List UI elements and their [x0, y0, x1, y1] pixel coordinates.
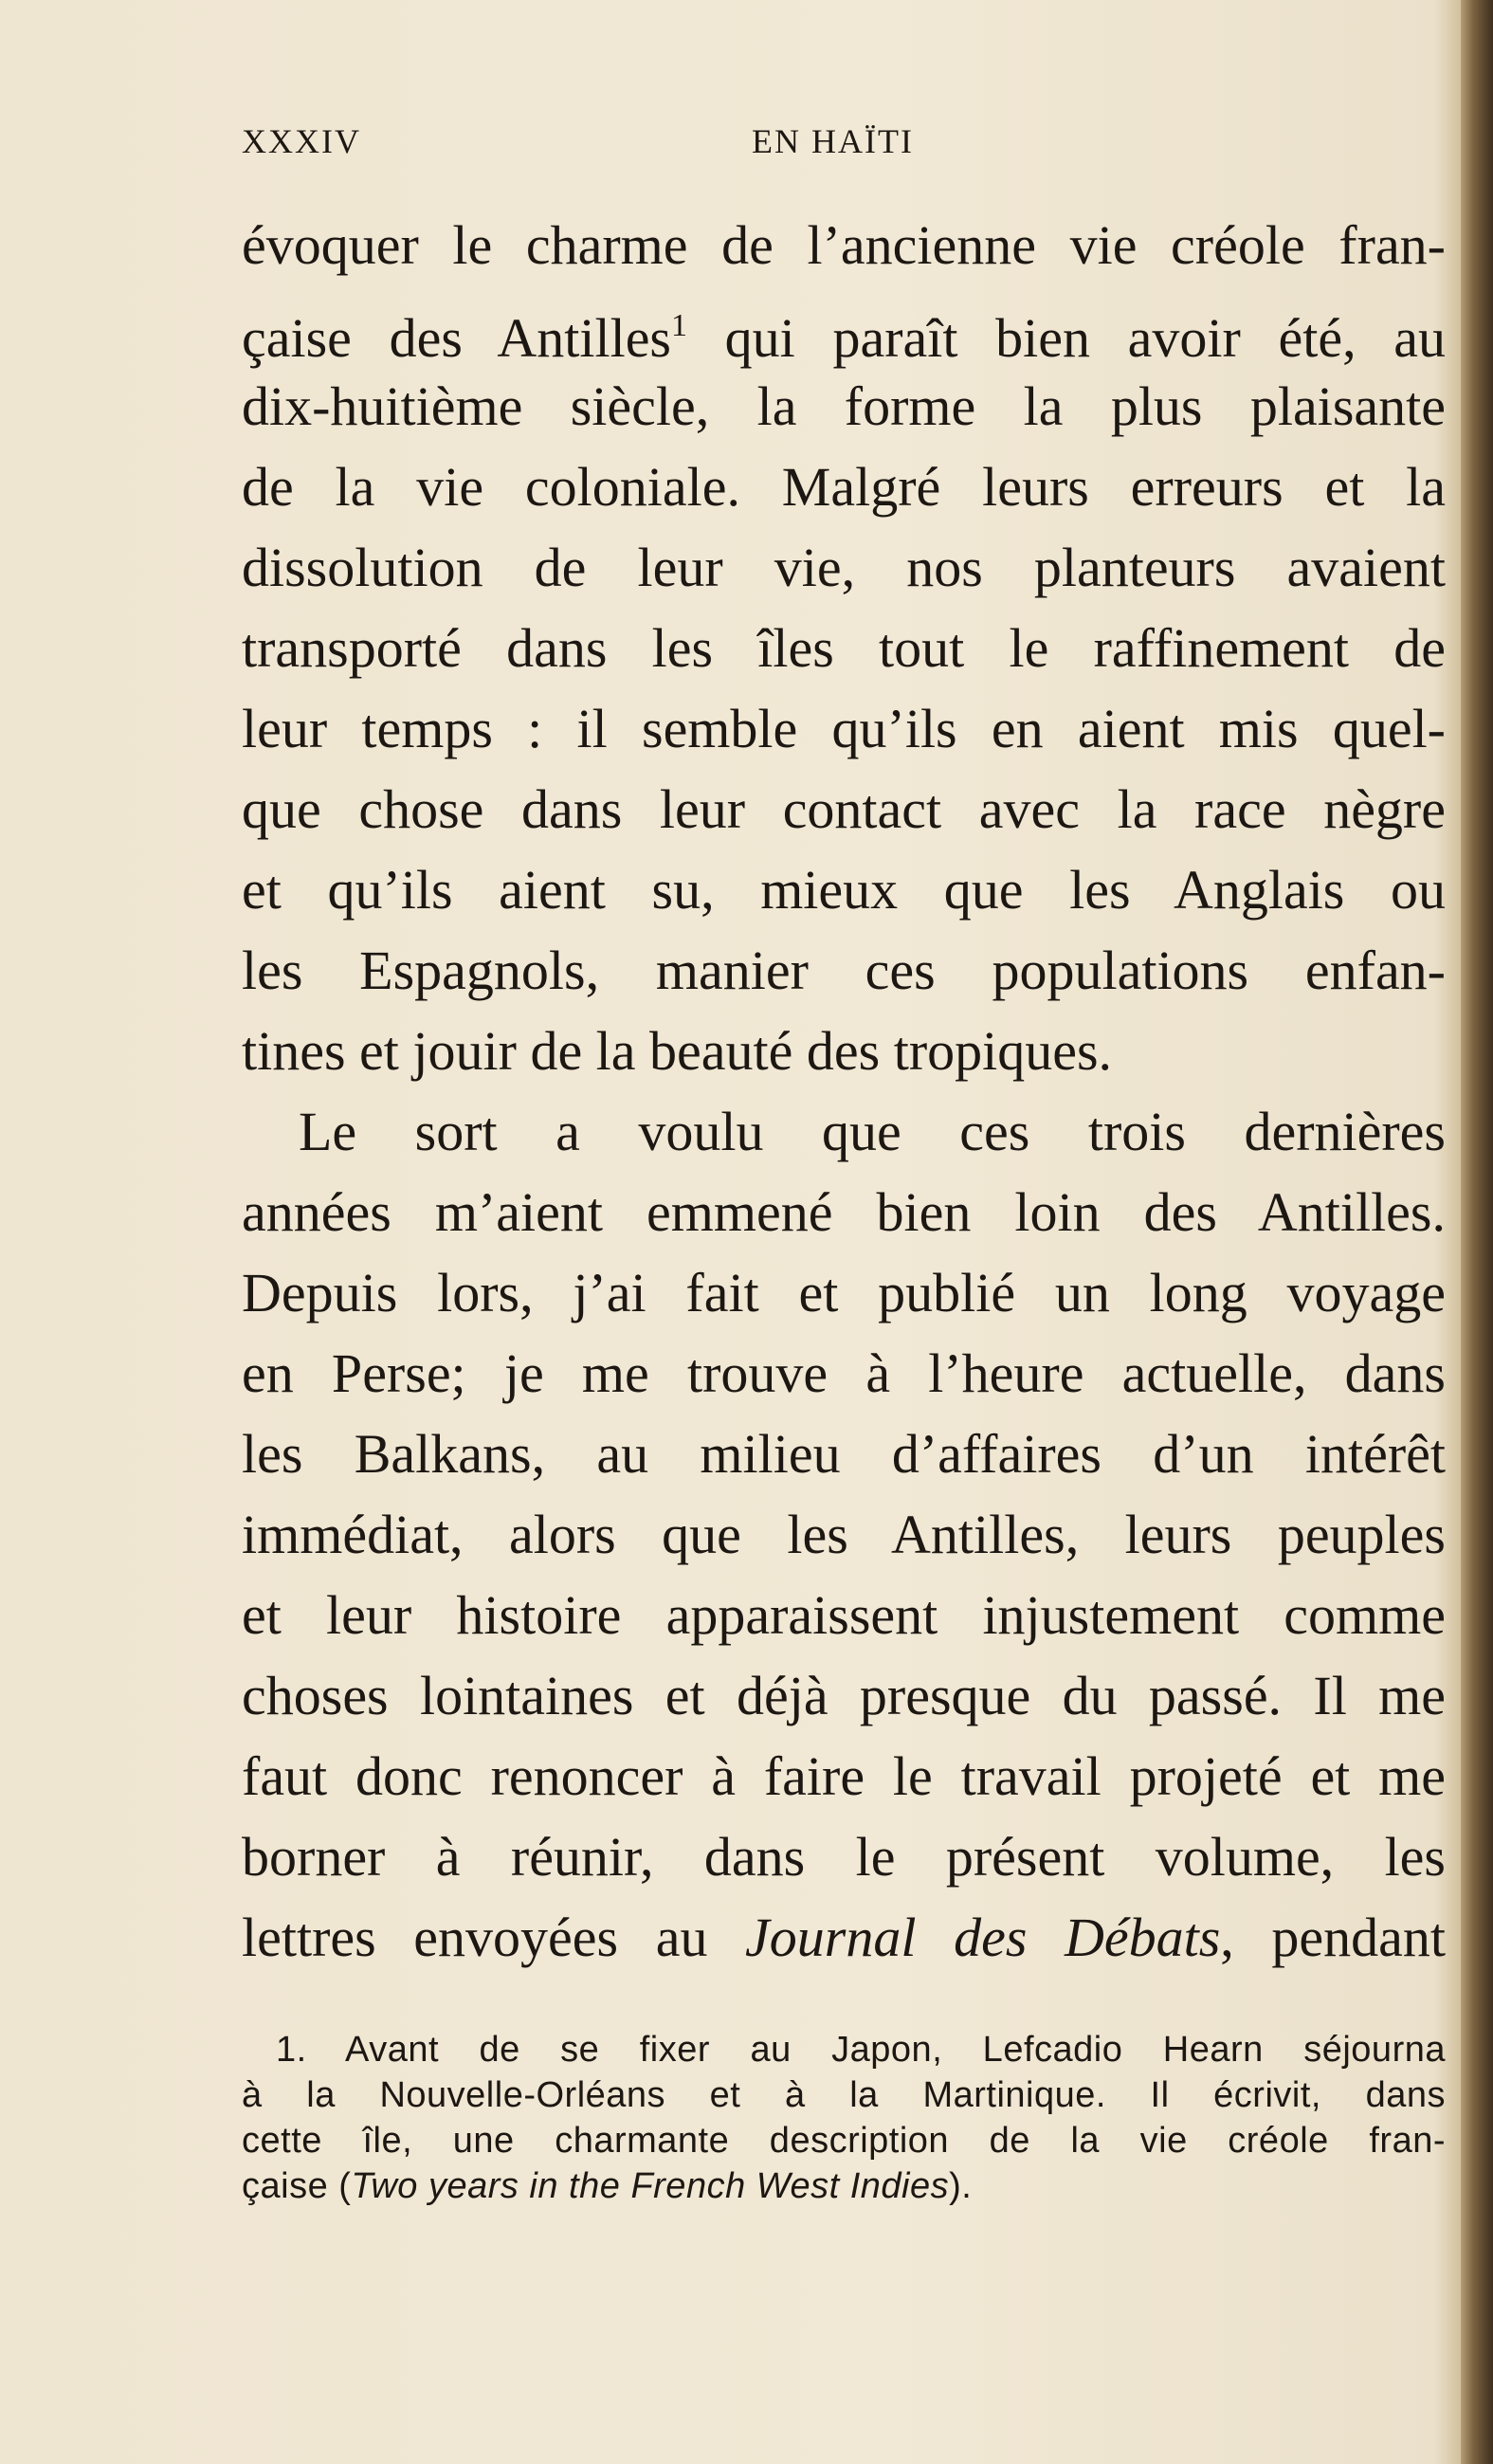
text-line: dix-huitième siècle, la forme la plus plaisante — [242, 375, 1446, 437]
text-line: immédiat, alors que les Antilles, leurs peuples — [242, 1504, 1446, 1565]
footnote-segment: ). — [949, 2166, 973, 2206]
text-line: dissolution de leur vie, nos planteurs avaient — [242, 537, 1446, 598]
text-line: leur temps : il semble qu’ils en aient mis quel- — [242, 698, 1446, 759]
text-segment: lettres envoyées au — [242, 1907, 746, 1968]
text-line: années m’aient emmené bien loin des Antilles. — [242, 1181, 1446, 1243]
text-line: que chose dans leur contact avec la race nègre — [242, 778, 1446, 840]
text-line: de la vie coloniale. Malgré leurs erreurs et la — [242, 456, 1446, 518]
italic-title: Journal des Débats — [745, 1907, 1221, 1968]
text-line: Le sort a voulu que ces trois dernières — [299, 1101, 1446, 1162]
text-line: borner à réunir, dans le présent volume, les — [242, 1826, 1446, 1888]
footnote-italic-title: Two years in the French West Indies — [351, 2166, 950, 2206]
text-line: Depuis lors, j’ai fait et publié un long voyage — [242, 1262, 1446, 1323]
text-line: tines et jouir de la beauté des tropiques. — [242, 1020, 1113, 1082]
text-line: et qu’ils aient su, mieux que les Anglais ou — [242, 859, 1446, 921]
text-line: choses lointaines et déjà presque du passé. Il me — [242, 1665, 1446, 1726]
footnote — [242, 2027, 1446, 2209]
page-binding-edge — [1461, 0, 1493, 2464]
text-line: les Espagnols, manier ces populations enfan- — [242, 940, 1446, 1001]
running-title: EN HAÏTI — [752, 122, 914, 160]
footnote-line: à la Nouvelle-Orléans et à la Martinique. Il écrivit, dans — [242, 2075, 1446, 2115]
text-line: transporté dans les îles tout le raffinement de — [242, 617, 1446, 679]
footnote-reference: 1 — [671, 308, 688, 343]
text-line: en Perse; je me trouve à l’heure actuelle, dans — [242, 1342, 1446, 1404]
text-line: évoquer le charme de l’ancienne vie créole fran- — [242, 214, 1446, 276]
body-text — [242, 205, 1446, 1978]
text-line — [242, 1897, 1446, 1978]
footnote-line: cette île, une charmante description de la vie créole fran- — [242, 2121, 1446, 2161]
text-segment: çaise des Antilles — [242, 307, 672, 369]
text-segment: qui paraît bien avoir été, au — [687, 307, 1446, 369]
footnote-line — [242, 2163, 1446, 2209]
page-number: XXXIV — [242, 122, 361, 160]
text-line — [242, 285, 1446, 369]
footnote-line: 1. Avant de se fixer au Japon, Lefcadio Hearn séjourna — [276, 2030, 1446, 2070]
footnote-segment: çaise ( — [242, 2166, 352, 2206]
text-segment: , pendant — [1220, 1907, 1446, 1968]
text-line: et leur histoire apparaissent injustement comme — [242, 1584, 1446, 1646]
text-line: les Balkans, au milieu d’affaires d’un intérêt — [242, 1423, 1446, 1485]
running-head — [242, 121, 1446, 169]
text-line: faut donc renoncer à faire le travail projeté et me — [242, 1745, 1446, 1807]
